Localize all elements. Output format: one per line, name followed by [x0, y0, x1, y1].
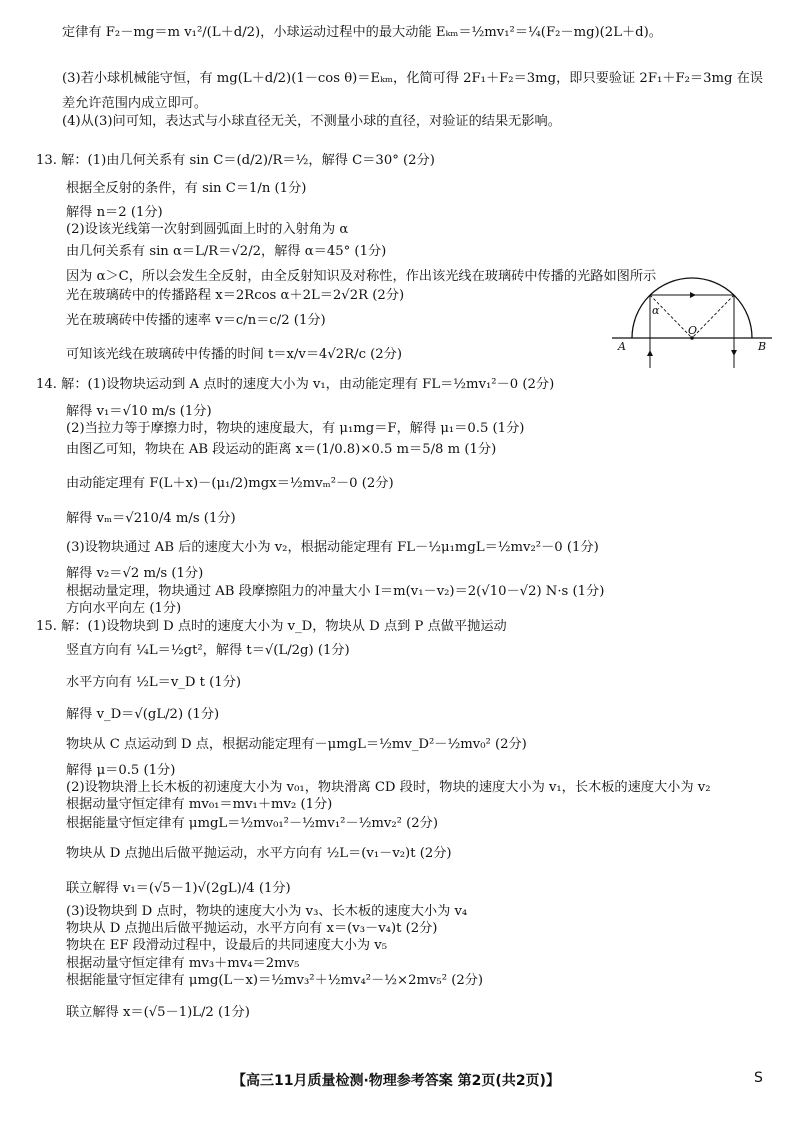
text-line: (2)当拉力等于摩擦力时，物块的速度最大，有 μ₁mg＝F，解得 μ₁＝0.5 (1分)	[66, 421, 525, 436]
text-line: 联立解得 x＝(√5－1)L/2 (1分)	[66, 1005, 250, 1020]
text-line: 可知该光线在玻璃砖中传播的时间 t＝x/v＝4√2R/c (2分)	[66, 347, 403, 362]
text-line: 方向水平向左 (1分)	[66, 601, 182, 616]
light-path-diagram	[612, 268, 772, 368]
text-line: 解得 vₘ＝√210/4 m/s (1分)	[66, 511, 236, 526]
text-line: 物块在 EF 段滑动过程中，设最后的共同速度大小为 v₅	[66, 938, 388, 953]
text-line: 差允许范围内成立即可。	[62, 96, 208, 111]
text-line: 解得 v_D＝√(gL/2) (1分)	[66, 707, 220, 722]
text-line: 根据能量守恒定律有 μmg(L－x)＝½mv₃²＋½mv₄²－½×2mv₅² (2分)	[66, 973, 484, 988]
text-line: (2)设该光线第一次射到圆弧面上时的入射角为 α	[66, 222, 349, 237]
text-line: 竖直方向有 ¼L＝½gt²，解得 t＝√(L/2g) (1分)	[66, 643, 350, 658]
page-letter: S	[754, 1070, 763, 1086]
ray-arrow-right	[690, 292, 696, 298]
text-line: 根据动量守恒定律有 mv₀₁＝mv₁＋mv₂ (1分)	[66, 797, 333, 812]
text-line: (3)若小球机械能守恒，有 mg(L＋d/2)(1－cos θ)＝Eₖₘ，化简可得 2F₁＋F₂＝3mg，即只要验证 2F₁＋F₂＝3mg 在误	[62, 71, 763, 86]
text-line: 光在玻璃砖中的传播路程 x＝2Rcos α＋2L＝2√2R (2分)	[66, 288, 405, 303]
normal-line-right	[692, 295, 734, 338]
text-line: 光在玻璃砖中传播的速率 v＝c/n＝c/2 (1分)	[66, 313, 326, 328]
text-line: 解得 n＝2 (1分)	[66, 205, 163, 220]
question-14-heading: 14. 解：(1)设物块运动到 A 点时的速度大小为 v₁，由动能定理有 FL＝½mv₁²－0 (2分)	[36, 377, 555, 392]
text-line: 解得 μ＝0.5 (1分)	[66, 763, 176, 778]
text-line: 因为 α＞C，所以会发生全反射，由全反射知识及对称性，作出该光线在玻璃砖中传播的光路如图所示	[66, 269, 657, 284]
text-line: 定律有 F₂－mg＝m v₁²/(L＋d/2)，小球运动过程中的最大动能 Eₖₘ＝½mv₁²＝¼(F₂－mg)(2L＋d)。	[62, 25, 662, 40]
text-line: 物块从 D 点抛出后做平抛运动，水平方向有 x＝(v₃－v₄)t (2分)	[66, 921, 438, 936]
text-line: 联立解得 v₁＝(√5－1)√(2gL)/4 (1分)	[66, 881, 291, 896]
label-b: B	[758, 340, 767, 353]
text-line: 根据动量定理，物块通过 AB 段摩擦阻力的冲量大小 I＝m(v₁－v₂)＝2(√10－√2) N·s (1分)	[66, 584, 605, 599]
text-line: 由几何关系有 sin α＝L/R＝√2/2，解得 α＝45° (1分)	[66, 244, 387, 259]
label-a: A	[618, 340, 626, 353]
question-15-heading: 15. 解：(1)设物块到 D 点时的速度大小为 v_D，物块从 D 点到 P 点做平抛运动	[36, 619, 507, 634]
text-line: 由图乙可知，物块在 AB 段运动的距离 x＝(1/0.8)×0.5 m＝5/8 m (1分)	[66, 442, 497, 457]
label-o: O	[688, 324, 698, 337]
text-line: 物块从 D 点抛出后做平抛运动，水平方向有 ½L＝(v₁－v₂)t (2分)	[66, 846, 452, 861]
text-line: 根据全反射的条件，有 sin C＝1/n (1分)	[66, 181, 307, 196]
question-13-heading: 13. 解：(1)由几何关系有 sin C＝(d/2)/R＝½，解得 C＝30° (2分)	[36, 153, 435, 168]
ray-arrow-down	[731, 350, 737, 356]
text-line: (2)设物块滑上长木板的初速度大小为 v₀₁，物块滑离 CD 段时，物块的速度大小为 v₁，长木板的速度大小为 v₂	[66, 780, 711, 795]
text-line: 水平方向有 ½L＝v_D t (1分)	[66, 675, 242, 690]
label-alpha: α	[652, 304, 660, 317]
ray-arrow-up	[647, 350, 653, 356]
page-footer: 【高三11月质量检测·物理参考答案 第2页(共2页)】	[232, 1073, 560, 1089]
text-line: 由动能定理有 F(L＋x)－(μ₁/2)mgx＝½mvₘ²－0 (2分)	[66, 476, 394, 491]
text-line: 解得 v₁＝√10 m/s (1分)	[66, 404, 212, 419]
text-line: 根据动量守恒定律有 mv₃＋mv₄＝2mv₅	[66, 956, 300, 971]
text-line: (4)从(3)问可知，表达式与小球直径无关，不测量小球的直径，对验证的结果无影响。	[62, 114, 561, 129]
text-line: (3)设物块通过 AB 后的速度大小为 v₂，根据动能定理有 FL－½μ₁mgL＝½mv₂²－0 (1分)	[66, 540, 599, 555]
text-line: 解得 v₂＝√2 m/s (1分)	[66, 566, 204, 581]
text-line: (3)设物块到 D 点时，物块的速度大小为 v₃、长木板的速度大小为 v₄	[66, 904, 468, 919]
text-line: 根据能量守恒定律有 μmgL＝½mv₀₁²－½mv₁²－½mv₂² (2分)	[66, 816, 438, 831]
text-line: 物块从 C 点运动到 D 点，根据动能定理有－μmgL＝½mv_D²－½mv₀² (2分)	[66, 737, 527, 752]
